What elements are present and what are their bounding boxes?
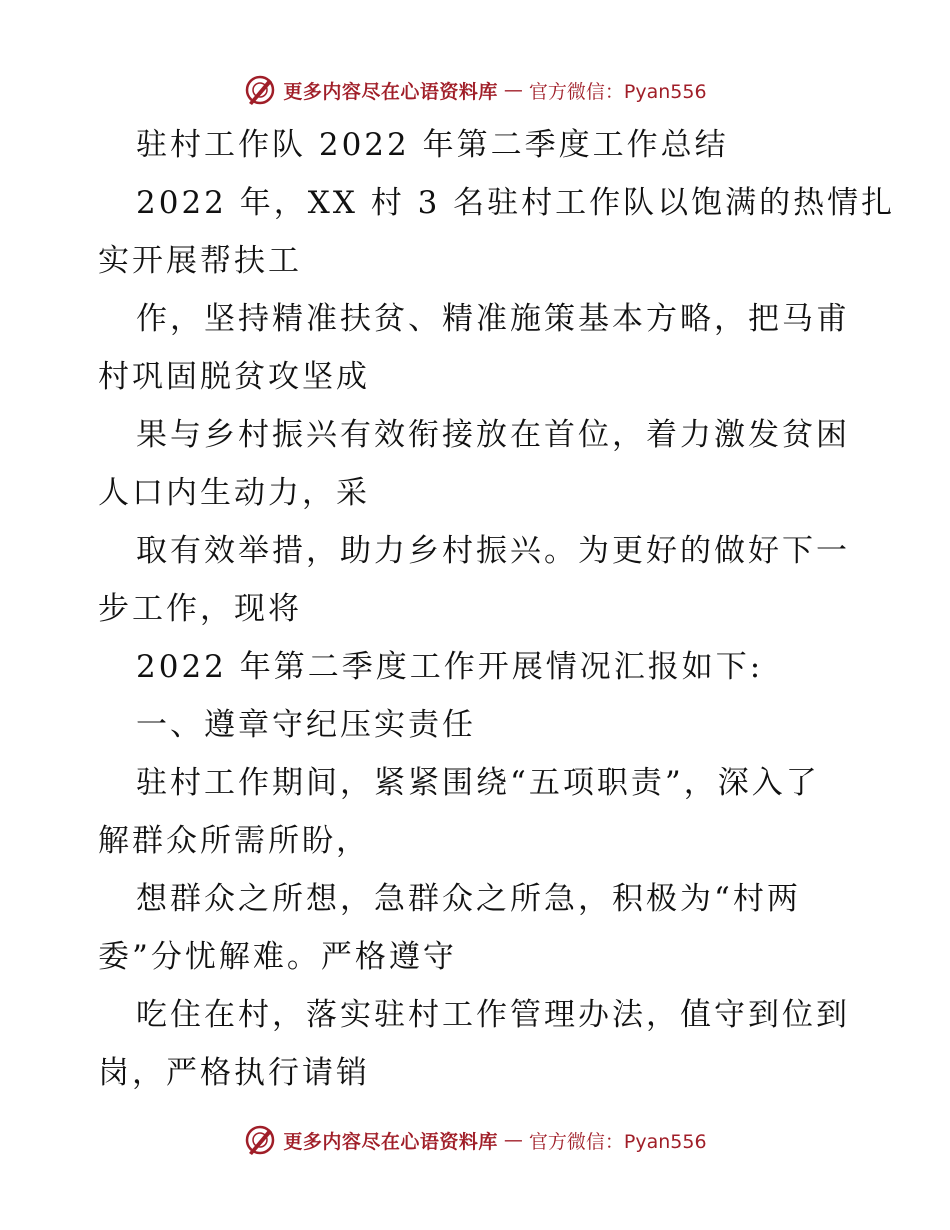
text-line: 果与乡村振兴有效衔接放在首位，着力激发贫困: [136, 417, 850, 453]
text-line: 步工作，现将: [98, 591, 302, 627]
text-line: 取有效举措，助力乡村振兴。为更好的做好下一: [136, 533, 850, 569]
watermark-site-text: 更多内容尽在心语资料库: [283, 80, 498, 103]
pen-circle-logo-icon: [243, 1123, 277, 1157]
text-line: 村巩固脱贫攻坚成: [98, 359, 370, 395]
text-line: 2022 年第二季度工作开展情况汇报如下:: [136, 649, 764, 685]
text-line: 实开展帮扶工: [98, 243, 302, 279]
text-line: 吃住在村，落实驻村工作管理办法，值守到位到: [136, 997, 850, 1033]
text-line: 人口内生动力，采: [98, 475, 370, 511]
text-line: 驻村工作期间，紧紧围绕“五项职责”，深入了: [136, 765, 820, 801]
text-line: 2022 年，XX 村 3 名驻村工作队以饱满的热情扎: [136, 185, 896, 221]
footer-watermark: [0, 1120, 950, 1160]
pen-circle-logo-icon: [243, 73, 277, 107]
text-line: 想群众之所想，急群众之所急，积极为“村两: [136, 881, 801, 917]
text-line: 委”分忧解难。严格遵守: [98, 939, 457, 975]
watermark-separator: —: [503, 79, 523, 101]
text-line: 岗，严格执行请销: [98, 1055, 370, 1091]
watermark-wechat-text: 官方微信：Pyan556: [528, 80, 707, 103]
watermark-wechat-text: 官方微信：Pyan556: [528, 1130, 707, 1153]
text-line: 解群众所需所盼，: [98, 823, 370, 859]
watermark-site-text: 更多内容尽在心语资料库: [283, 1130, 498, 1153]
header-watermark: [0, 70, 950, 110]
text-line: 一、遵章守纪压实责任: [136, 707, 476, 743]
watermark-separator: —: [503, 1129, 523, 1151]
text-line: 驻村工作队 2022 年第二季度工作总结: [136, 127, 729, 163]
document-body: [98, 116, 896, 1102]
text-line: 作，坚持精准扶贫、精准施策基本方略，把马甫: [136, 301, 850, 337]
